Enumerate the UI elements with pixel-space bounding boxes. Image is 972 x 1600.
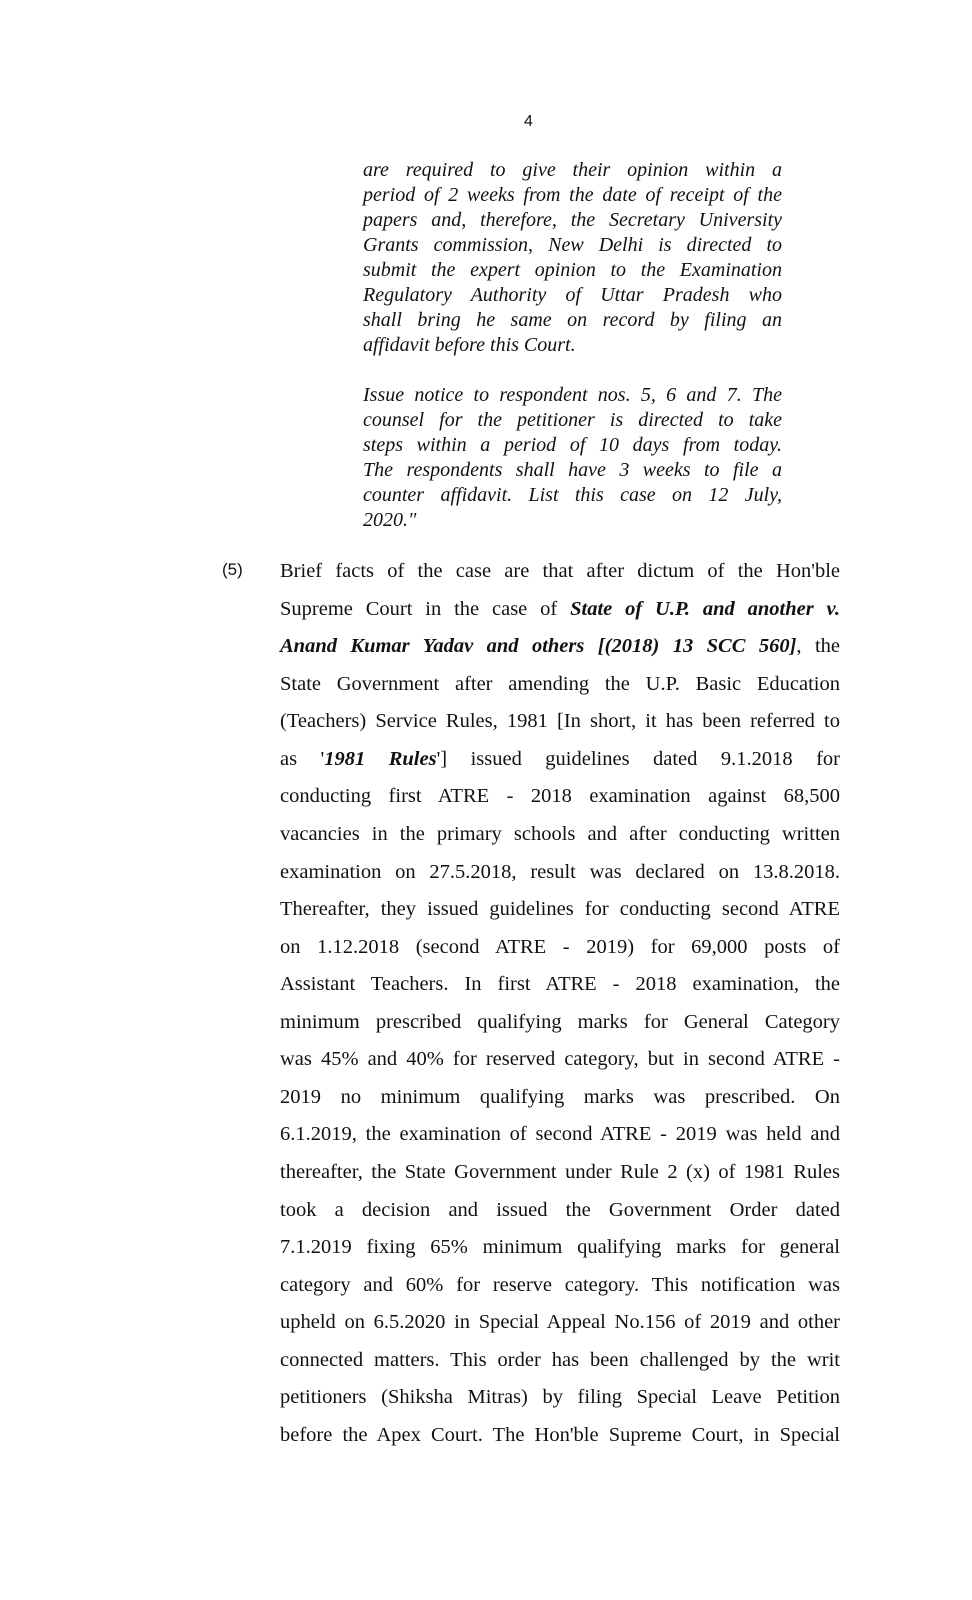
quoted-order-paragraph-1 <box>363 158 782 358</box>
paragraph-line <box>280 1417 840 1455</box>
text-segment: connected matters. This order has been challenged by the writ <box>280 1348 840 1371</box>
text-segment: conducting first ATRE - 2018 examination against 68,500 <box>280 785 840 808</box>
paragraph-line <box>280 1004 840 1042</box>
text-segment: upheld on 6.5.2020 in Special Appeal No.156 of 2019 and other <box>280 1311 840 1334</box>
text-segment: thereafter, the State Government under Rule 2 (x) of 1981 Rules <box>280 1161 840 1183</box>
text-segment: took a decision and issued the Government Order dated <box>280 1198 840 1221</box>
paragraph-line <box>280 666 840 704</box>
paragraph-line <box>280 816 840 854</box>
quote-line: affidavit before this Court. <box>363 334 576 356</box>
quote-line: Grants commission, New Delhi is directed to <box>363 234 782 256</box>
paragraph-line <box>280 1192 840 1230</box>
quote-line: are required to give their opinion within a <box>363 159 782 181</box>
quote-line: counsel for the petitioner is directed to take <box>363 409 782 431</box>
quoted-order-paragraph-2 <box>363 383 782 533</box>
text-segment: Supreme Court in the case of <box>280 597 571 620</box>
paragraph-line <box>280 591 840 629</box>
case-citation-emphasis: State of U.P. and another v. <box>570 597 840 620</box>
paragraph-line <box>280 966 840 1004</box>
paragraph-line <box>280 1304 840 1342</box>
paragraph-number: (5) <box>222 560 243 579</box>
text-segment: , the <box>796 635 841 658</box>
quote-line: steps within a period of 10 days from today. <box>363 434 782 456</box>
text-segment: examination on 27.5.2018, result was declared on 13.8.2018. <box>280 860 840 883</box>
text-segment: before the Apex Court. The Hon'ble Supreme Court, in Special <box>280 1423 840 1446</box>
quote-line: Issue notice to respondent nos. 5, 6 and 7. The <box>363 384 782 406</box>
paragraph-line <box>280 1116 840 1154</box>
quote-line: The respondents shall have 3 weeks to file a <box>363 459 782 481</box>
text-segment: was 45% and 40% for reserved category, but in second ATRE - <box>280 1048 840 1071</box>
paragraph-line <box>280 1041 840 1079</box>
paragraph-line <box>280 741 840 779</box>
quote-line: papers and, therefore, the Secretary University <box>363 209 782 231</box>
text-segment: State Government after amending the U.P. Basic Education <box>280 672 840 695</box>
text-segment: minimum prescribed qualifying marks for General Category <box>280 1010 840 1033</box>
paragraph-line <box>280 891 840 929</box>
text-segment: Assistant Teachers. In first ATRE - 2018 examination, the <box>280 973 840 996</box>
paragraph-line <box>280 553 840 591</box>
text-segment: 6.1.2019, the examination of second ATRE - 2019 was held and <box>280 1123 840 1146</box>
paragraph-line <box>280 1342 840 1380</box>
paragraph-line <box>280 1079 840 1117</box>
text-segment: Thereafter, they issued guidelines for conducting second ATRE <box>280 898 840 921</box>
text-segment: category and 60% for reserve category. This notification was <box>280 1273 840 1296</box>
text-segment: as ' <box>280 747 325 770</box>
text-segment: 7.1.2019 fixing 65% minimum qualifying marks for general <box>280 1236 840 1259</box>
case-citation-emphasis: 1981 Rules <box>324 747 437 770</box>
paragraph-line <box>280 854 840 892</box>
paragraph-line <box>280 628 840 666</box>
quote-line: period of 2 weeks from the date of receipt of the <box>363 184 782 206</box>
text-segment: Brief facts of the case are that after dictum of the Hon'ble <box>280 560 840 582</box>
text-segment: (Teachers) Service Rules, 1981 [In short, it has been referred to <box>280 710 840 733</box>
paragraph-5-body <box>280 553 840 1455</box>
text-segment: 2019 no minimum qualifying marks was prescribed. On <box>280 1085 840 1108</box>
text-segment: vacancies in the primary schools and after conducting written <box>280 822 840 845</box>
paragraph-line <box>280 1154 840 1192</box>
quote-line: counter affidavit. List this case on 12 July, <box>363 484 782 506</box>
paragraph-line <box>280 1229 840 1267</box>
quote-line: Regulatory Authority of Uttar Pradesh who <box>363 284 782 306</box>
paragraph-line <box>280 1379 840 1417</box>
paragraph-line <box>280 929 840 967</box>
page-number: 4 <box>524 113 533 130</box>
paragraph-line <box>280 1267 840 1305</box>
case-citation-emphasis: Anand Kumar Yadav and others [(2018) 13 SCC 560] <box>280 635 797 658</box>
paragraph-line <box>280 778 840 816</box>
text-segment: petitioners (Shiksha Mitras) by filing Special Leave Petition <box>280 1386 840 1409</box>
quote-line: 2020." <box>363 509 417 531</box>
text-segment: on 1.12.2018 (second ATRE - 2019) for 69,000 posts of <box>280 935 840 958</box>
quote-line: shall bring he same on record by filing an <box>363 309 782 331</box>
text-segment: '] issued guidelines dated 9.1.2018 for <box>436 747 840 770</box>
quote-line: submit the expert opinion to the Examination <box>363 259 782 281</box>
paragraph-line <box>280 703 840 741</box>
